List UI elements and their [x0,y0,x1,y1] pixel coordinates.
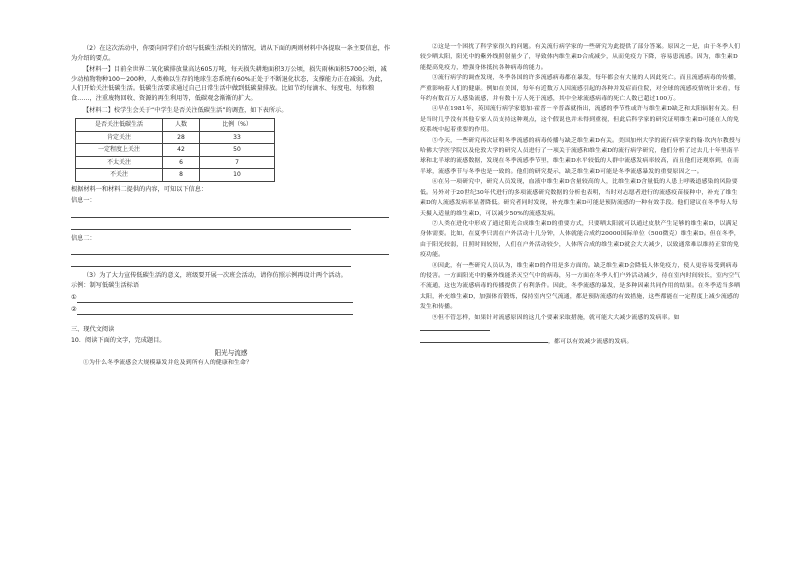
material-one: 【材料一】目前全世界二氧化碳排放量高达605万吨，每天损失耕地面积3万公顷，损失雨林面积5700公顷，减少动植物物种100～200种，人类赖以生存的地球生态系统有60%正处于不断退化状态，支撑能力正在减弱。为此，人们开始关注低碳生活。低碳生活要求通过自己日常生活中做到低碳量排放。比如节约每滴水、每度电、每粒粮食……，注重废物回收、资源的再生利用等，低碳观念渐渐的扩大。 [71,66,387,102]
article-paragraph-3: ③流行病学的调查发现，冬季各国的许多流感病毒都在暴发，每年都会有大量的人因此死亡。而且流感病毒的传播，严重影响着人们的健康。例如在美国，每年有近数万人因流感引起的各种并发症而住院，对全球的流感疫情统计来看，每年约有数百万人感染流感，并有数十万人死于流感，其中全球流感病毒的死亡人数已超过100万。 [420,75,741,103]
table-cell: 28 [163,131,200,144]
table-row [76,156,275,169]
activity-item-2 [71,303,391,315]
table-cell: 33 [200,131,275,144]
left-column [71,44,391,369]
table-cell: 7 [200,156,275,169]
paragraph-9-start: ⑨但不管怎样，如果针对流感原因的这几个要素采取措施，就可能大大减少流感的发病率。如 [432,314,680,321]
info-one-answer-line-1[interactable] [71,206,389,218]
table-cell: 不关注 [76,169,163,182]
table-header: 人数 [163,119,200,132]
question-3: （3）为了大力宣传低碳生活的意义，班级要开展一次班会活动，请你仿照示例再设计两个活动。 [83,272,347,280]
article-paragraph-8: ⑧因此，有一些研究人员认为，维生素D的作用是多方面的。缺乏维生素D会降低人体免疫力，使人更容易受到病毒的侵害。一方面阳光中的紫外线能杀灭空气中的病毒，另一方面在冬季人们户外活动减少，待在室内时间较长，室内空气不流通，这也为流感病毒的传播提供了有利条件。因此，冬季流感的暴发，是多种因素共同作用的结果。在冬季适当多晒太阳，补充维生素D，加强体育锻炼，保持室内空气流通，都是预防流感的有效措施，这些都能在一定程度上减少流感的发生和传播。 [420,262,741,311]
material-two: 【材料二】校学生会关于“中学生是否关注低碳生活”的调查，如下表所示。 [83,106,288,114]
example-text: 示例：制写低碳生活标语 [71,282,140,290]
info-two-answer-line-2[interactable] [71,255,351,267]
extract-prompt: 根据材料一和材料二提供的内容，可知以下信息： [71,185,208,193]
section-heading: 三、现代文阅读 [71,325,115,333]
table-row [76,144,275,157]
table-cell: 42 [163,144,200,157]
article-paragraph-7: ⑦人类在进化中形成了通过阳光合成维生素D的重要方式，只要晒太阳就可以通过皮肤产生足够的维生素D，以满足身体需要。比如，在夏季只需在户外活动十几分钟，人体就能合成约20000国际单位（500微克）维生素D。但在冬季，由于阳光较弱，日照时间较短，人们在户外活动较少，人体所合成的维生素D就会大大减少，以致通常难以维持正常的免疫功能。 [420,220,740,259]
activity-2-answer-line[interactable] [77,303,353,315]
table-cell: 不太关注 [76,156,163,169]
item-marker: ② [71,306,77,314]
table-row [76,131,275,144]
question-10: 10．阅读下面的文字，完成题目。 [71,337,166,345]
activity-item-1 [71,291,391,303]
table-row [76,169,275,182]
info-two-answer-line-1[interactable] [71,243,389,255]
table-cell: 一定程度上关注 [76,144,163,157]
article-paragraph-9 [420,313,742,348]
survey-table [75,118,275,182]
item-marker: ① [71,294,77,302]
article-paragraph-5: ⑤今天，一些研究再次证明冬季流感的病毒传播与缺乏维生素D有关。美国加州大学的流行病学家约翰·坎内尔教授与哈佛大学医学院以及伦敦大学的研究人员进行了一项关于流感和维生素D的流行病学研究，他们分析了过去几十年里南半球和北半球的流感数据，发现在冬季流感季节里，维生素D水平较低的人群中流感发病率较高，而且他们还观察到，在南半球，流感季节与冬季也是一致的。他们的研究提示，缺乏维生素D可能是冬季流感暴发的重要原因之一。 [420,137,741,175]
article-title: 阳光与流感 [214,348,248,357]
table-header: 比例（%） [200,119,275,132]
paragraph-9-blank-b[interactable] [420,335,548,343]
paragraph-9-blank-a[interactable] [420,323,490,331]
activity-1-answer-line[interactable] [77,291,353,303]
article-paragraph-2: ②这是一个困扰了科学家很久的问题。有关流行病学家的一些研究为此提供了部分答案。原因之一是，由于冬季人们较少晒太阳，阳光中的紫外线照射量少了，导致体内维生素D合成减少，从而免疫力下降，容易患流感。因为，维生素D能提高免疫力，增强身体抵抗各种病毒的能力。 [420,44,741,71]
table-cell: 8 [163,169,200,182]
info-two-label: 信息二： [71,234,96,242]
article-paragraph-4: ④早在1981年，英国流行病学家德加·霍普－辛普森就指出，流感的季节性或许与维生素D缺乏和太阳辐射有关。但是当时几乎没有其他专家人员支持这种观点，这个假说也并未得到重视，但此后科学家的研究证明维生素D可能在人的免疫系统中起着重要的作用。 [420,106,739,134]
paragraph-9-end: ，都可以有效减少流感的发病。 [548,339,633,346]
table-cell: 50 [200,144,275,157]
article-paragraph-6: ⑥在另一项研究中，研究人员发现，血液中维生素D含量较高的人，比维生素D含量低的人患上呼吸道感染的风险要低。另外对于20世纪30年代进行的多项流感研究数据的分析也表明，当时对志愿者进行的流感疫苗接种中，补充了维生素D的人流感发病率显著降低。研究者同时发现，补充维生素D可能是预防流感的一种有效手段。他们建议在冬季每人每天摄入适量的维生素D，可以减少50%的流感发病。 [420,179,738,217]
table-cell: 10 [200,169,275,182]
article-paragraph-1: ①为什么冬季流感会大规模暴发并危及到所有人的健康和生命？ [83,360,253,367]
table-cell: 6 [163,156,200,169]
info-one-answer-line-2[interactable] [71,218,351,230]
table-cell: 肯定关注 [76,131,163,144]
question-2-intro: （2）在这次活动中，你要向同学们介绍与低碳生活相关的情况，请从下面的两则材料中各提取一条主要信息，作为介绍的要点。 [71,45,391,62]
table-header-row [76,119,275,132]
table-header: 是否关注低碳生活 [76,119,163,132]
right-column [420,42,742,348]
info-one-label: 信息一： [71,197,96,205]
